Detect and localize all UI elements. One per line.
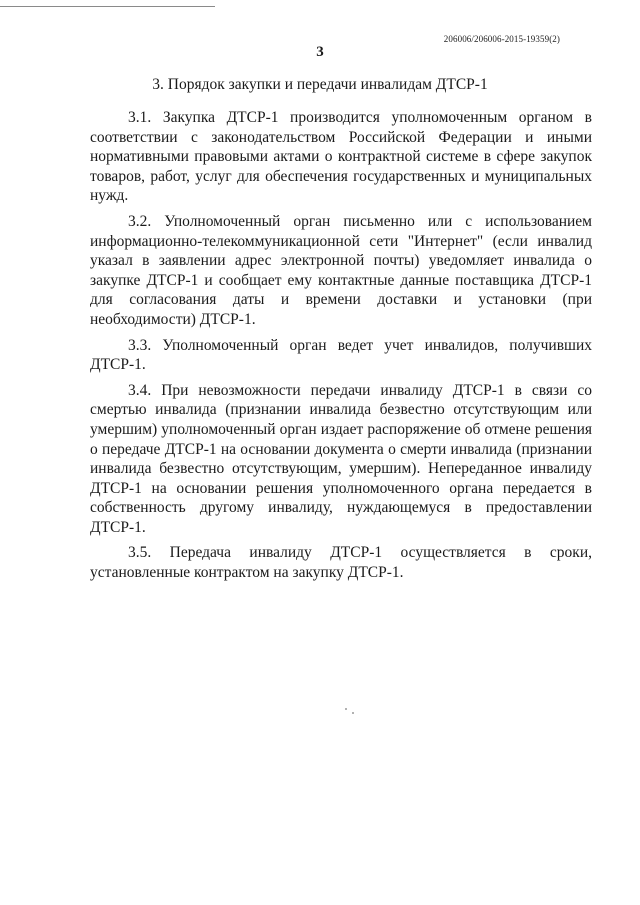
paragraph-3-3: 3.3. Уполномоченный орган ведет учет инвалидов, получивших ДТСР-1.	[90, 336, 592, 374]
page-number: 3	[316, 44, 324, 60]
paragraph-3-2: 3.2. Уполномоченный орган письменно или с использованием информационно-телекоммуникационной сети "Интернет" (если инвалид указал в заявлении адрес электронной почты) уведомляет инвалида о закупке ДТСР-1 и сообщает ему контактные данные поставщика ДТСР-1 для согласования даты и времени доставки и установки (при необходимости) ДТСР-1.	[90, 212, 592, 328]
document-code: 206006/206006-2015-19359(2)	[443, 34, 560, 44]
section-body	[90, 108, 592, 589]
scan-speck	[345, 708, 347, 710]
scan-speck	[352, 712, 354, 714]
paragraph-3-1: 3.1. Закупка ДТСР-1 производится уполномоченным органом в соответствии с законодательством Российской Федерации и иными нормативными правовыми актами о контрактной системе в сфере закупок товаров, работ, услуг для обеспечения государственных и муниципальных нужд.	[90, 109, 592, 205]
paragraph-3-4: 3.4. При невозможности передачи инвалиду ДТСР-1 в связи со смертью инвалида (признании инвалида безвестно отсутствующим или умершим) уполномоченный орган издает распоряжение об отмене решения о передаче ДТСР-1 на основании документа о смерти инвалида (признании инвалида безвестно отсутствующим, умершим). Непереданное инвалиду ДТСР-1 на основании решения уполномоченного органа передается в собственность другому инвалиду, нуждающемуся в предоставлении ДТСР-1.	[90, 381, 592, 536]
scan-artifact-line	[0, 6, 215, 7]
section-heading: 3. Порядок закупки и передачи инвалидам ДТСР-1	[152, 76, 488, 93]
paragraph-3-5: 3.5. Передача инвалиду ДТСР-1 осуществляется в сроки, установленные контрактом на закупку ДТСР-1.	[90, 544, 592, 582]
